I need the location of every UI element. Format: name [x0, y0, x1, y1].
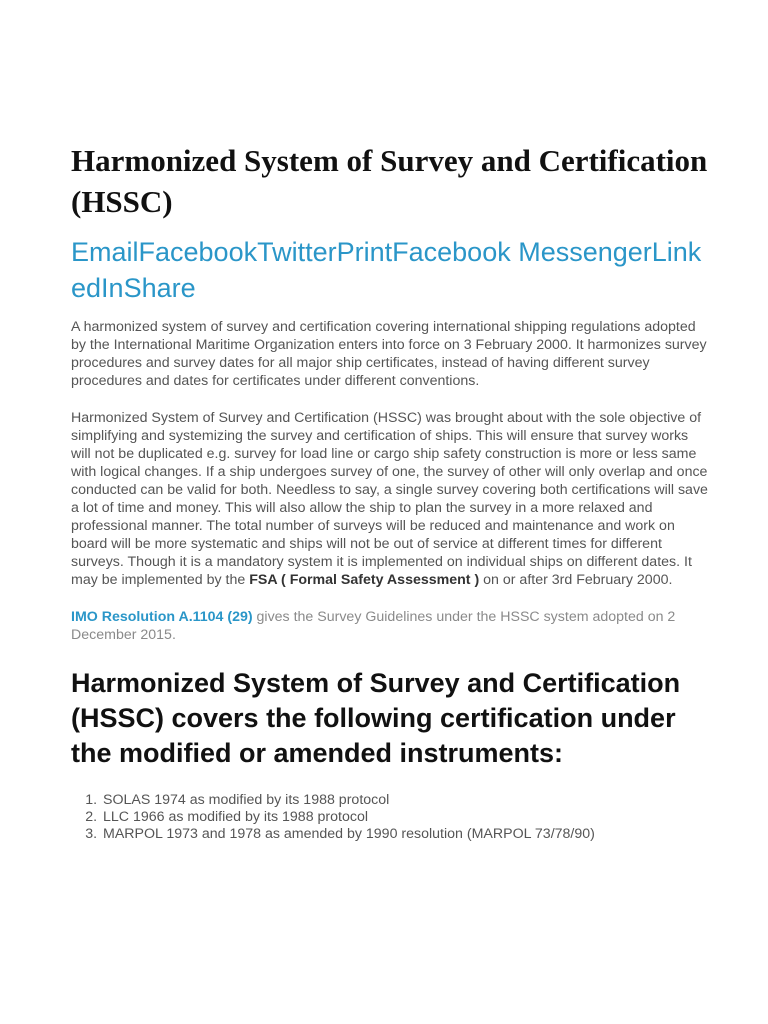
share-messenger-link[interactable]: Facebook Messenger	[392, 237, 652, 267]
share-linkedin-link[interactable]: LinkedIn	[71, 237, 702, 303]
share-twitter-link[interactable]: Twitter	[257, 237, 337, 267]
list-item: 1. SOLAS 1974 as modified by its 1988 protocol	[101, 792, 711, 809]
body-paragraph	[71, 409, 711, 589]
imo-text: gives the Survey Guidelines under the HSSC system adopted on 2 December 2015.	[71, 609, 676, 643]
list-item: 2. LLC 1966 as modified by its 1988 protocol	[101, 809, 711, 826]
intro-paragraph: A harmonized system of survey and certification covering international shipping regulations adopted by the International Maritime Organization enters into force on 3 February 2000. It harmonizes survey procedures and survey dates for all major ship certificates, instead of having different survey procedures and dates for certificates under different conventions.	[71, 319, 707, 389]
imo-paragraph	[71, 608, 711, 644]
share-facebook-link[interactable]: Facebook	[138, 237, 258, 267]
fsa-term: FSA ( Formal Safety Assessment )	[249, 572, 480, 588]
article	[71, 140, 711, 843]
share-print-link[interactable]: Print	[336, 237, 393, 267]
list-item: 3. MARPOL 1973 and 1978 as amended by 1990 resolution (MARPOL 73/78/90)	[101, 826, 711, 843]
share-email-link[interactable]: Email	[71, 237, 139, 267]
share-more-link[interactable]: Share	[123, 273, 196, 303]
article-title: Harmonized System of Survey and Certification (HSSC)	[71, 143, 708, 219]
body-text: Harmonized System of Survey and Certification (HSSC) was brought about with the sole objective of simplifying and systemizing the survey and certification of ships. This will ensure that survey works will not be duplicated e.g. survey for load line or cargo ship safety construction is more or less same with logical changes. If a ship undergoes survey of one, the survey of other will only overlap and once conducted can be valid for both. Needless to say, a single survey covering both certifications will save a lot of time and money. This will also allow the ship to plan the survey in a more relaxed and professional manner. The total number of surveys will be reduced and maintenance and work on board will be more systematic and ships will not be out of service at different times for different surveys. Though it is a mandatory system it is implemented on individual ships on different dates. It may be implemented by the	[71, 410, 708, 588]
section-heading: Harmonized System of Survey and Certification (HSSC) covers the following certification under the modified or amended instruments:	[71, 668, 681, 768]
imo-resolution-link[interactable]: IMO Resolution A.1104 (29)	[71, 609, 253, 625]
share-links	[71, 234, 711, 306]
body-text-end: on or after 3rd February 2000.	[479, 572, 673, 588]
instrument-list	[71, 792, 711, 843]
